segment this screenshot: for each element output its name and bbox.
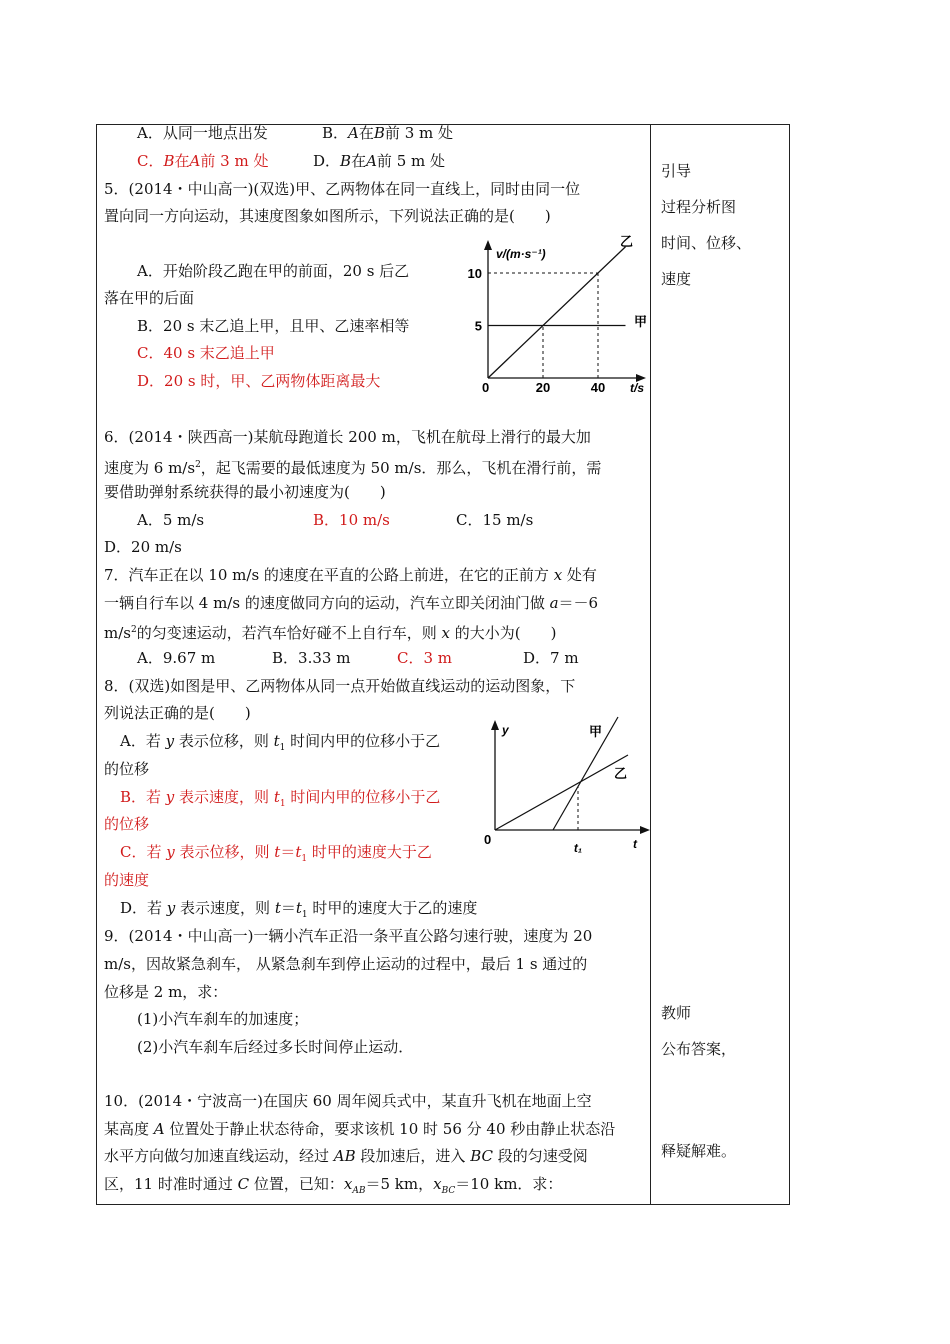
side-note-teacher: 教师 bbox=[661, 1004, 692, 1022]
q8-opt-b-2: 的位移 bbox=[104, 815, 150, 833]
q5-y-tick-10: 10 bbox=[467, 266, 482, 281]
q5-y-arrow bbox=[484, 240, 492, 250]
q8-series-label-yi: 乙 bbox=[614, 766, 628, 781]
q8-series-label-jia: 甲 bbox=[589, 724, 603, 739]
q4-opt-a: A．从同一地点出发 bbox=[137, 124, 268, 142]
q6-opt-d: D．20 m/s bbox=[104, 538, 182, 556]
q5-series-label-yi: 乙 bbox=[620, 234, 634, 249]
q8-opt-d: D．若 y 表示速度，则 $t=t_1$ 时甲的速度大于乙的速度 bbox=[120, 899, 478, 920]
q5-origin-label: 0 bbox=[482, 380, 490, 395]
q8-series-line-jia bbox=[553, 717, 618, 830]
q8-line-2: 列说法正确的是( ) bbox=[104, 704, 251, 722]
q7-line-3: $m/s^2$的匀变速运动，若汽车恰好碰不上自行车，则 x 的大小为( ) bbox=[104, 624, 557, 642]
q5-velocity-time-chart bbox=[468, 228, 648, 396]
column-divider bbox=[650, 124, 651, 1205]
side-note-velocity: 速度 bbox=[661, 270, 692, 288]
q5-opt-c: C．40 s 末乙追上甲 bbox=[137, 344, 275, 362]
q8-opt-a-2: 的位移 bbox=[104, 760, 150, 778]
q8-x-arrow bbox=[640, 826, 650, 834]
q8-motion-chart bbox=[478, 714, 650, 856]
q8-x-axis-label: t bbox=[633, 837, 637, 851]
q5-opt-d: D．20 s 时，甲、乙两物体距离最大 bbox=[137, 372, 381, 390]
q8-opt-c-2: 的速度 bbox=[104, 871, 150, 889]
q10-line-4: 区，11 时准时通过 C 位置，已知：$x_{AB}=5$ km，$x_{BC}=10$ km．求： bbox=[104, 1175, 563, 1196]
q10-line-1: 10．(2014・宁波高一)在国庆 60 周年阅兵式中，某直升飞机在地面上空 bbox=[104, 1092, 592, 1110]
q8-origin-label: 0 bbox=[484, 832, 492, 847]
q9-line-3: 位移是 2 m，求： bbox=[104, 983, 228, 1001]
q7-opt-c: C．3 m bbox=[397, 649, 453, 667]
q7-opt-a: A．9.67 m bbox=[137, 649, 216, 667]
q10-line-3: 水平方向做匀加速直线运动，经过 AB 段加速后，进入 BC 段的匀速受阅 bbox=[104, 1147, 588, 1165]
q4-opt-c: C．B在A前 3 m 处 bbox=[137, 152, 269, 170]
side-note-time-disp: 时间、位移、 bbox=[661, 234, 752, 252]
q5-opt-a-2: 落在甲的后面 bbox=[104, 289, 195, 307]
q10-line-2: 某高度 A 位置处于静止状态待命，要求该机 10 时 56 分 40 秒由静止状态沿 bbox=[104, 1120, 616, 1138]
side-note-process: 过程分析图 bbox=[661, 198, 737, 216]
q5-opt-a-1: A．开始阶段乙跑在甲的前面，20 s 后乙 bbox=[137, 262, 410, 280]
q9-line-1: 9．(2014・中山高一)一辆小汽车正沿一条平直公路匀速行驶，速度为 20 bbox=[104, 927, 593, 945]
q6-line-3: 要借助弹射系统获得的最小初速度为( ) bbox=[104, 483, 386, 501]
q8-x-tick-t1: t₁ bbox=[573, 841, 583, 855]
q9-sub-2: (2)小汽车刹车后经过多长时间停止运动． bbox=[137, 1038, 414, 1056]
q6-line-1: 6．(2014・陕西高一)某航母跑道长 200 m，飞机在航母上滑行的最大加 bbox=[104, 428, 591, 446]
q5-x-tick-20: 20 bbox=[535, 380, 551, 395]
q8-opt-b-1: B．若 y 表示速度，则 $t_1$ 时间内甲的位移小于乙 bbox=[120, 788, 441, 809]
q6-opt-c: C．15 m/s bbox=[456, 511, 534, 529]
side-note-answers: 公布答案， bbox=[661, 1040, 737, 1058]
q7-opt-d: D．7 m bbox=[523, 649, 579, 667]
q8-line-1: 8．(双选)如图是甲、乙两物体从同一点开始做直线运动的运动图象，下 bbox=[104, 677, 576, 695]
side-note-guide: 引导 bbox=[661, 162, 692, 180]
q5-x-axis-label: t/s bbox=[630, 381, 645, 395]
q5-y-tick-5: 5 bbox=[474, 318, 482, 334]
q7-line-2: 一辆自行车以 4 m/s 的速度做同方向的运动，汽车立即关闭油门做 a＝－6 bbox=[104, 594, 599, 612]
q8-y-arrow bbox=[491, 720, 499, 730]
q8-y-axis-label: y bbox=[502, 723, 509, 737]
q6-opt-b: B．10 m/s bbox=[313, 511, 390, 529]
q8-series-line-yi bbox=[495, 755, 628, 830]
q9-line-2: m/s，因故紧急刹车， 从紧急刹车到停止运动的过程中，最后 1 s 通过的 bbox=[104, 955, 588, 973]
q7-opt-b: B．3.33 m bbox=[272, 649, 351, 667]
q4-opt-d: D．B在A前 5 m 处 bbox=[313, 152, 445, 170]
q6-opt-a: A．5 m/s bbox=[137, 511, 205, 529]
q5-x-tick-40: 40 bbox=[590, 380, 606, 395]
q5-line-2: 置向同一方向运动，其速度图象如图所示，下列说法正确的是( ) bbox=[104, 207, 551, 225]
q5-line-1: 5．(2014・中山高一)(双选)甲、乙两物体在同一直线上，同时由同一位 bbox=[104, 180, 581, 198]
q6-line-2: 速度为 6 $m/s^2$，起飞需要的最低速度为 50 m/s．那么，飞机在滑行前，需 bbox=[104, 459, 602, 477]
q5-opt-b: B．20 s 末乙追上甲，且甲、乙速率相等 bbox=[137, 317, 410, 335]
side-note-resolve: 释疑解难。 bbox=[661, 1142, 737, 1160]
q8-opt-c-1: C．若 y 表示位移，则 $t=t_1$ 时甲的速度大于乙 bbox=[120, 843, 432, 864]
q9-sub-1: (1)小汽车刹车的加速度； bbox=[137, 1010, 309, 1028]
q8-opt-a-1: A．若 y 表示位移，则 $t_1$ 时间内甲的位移小于乙 bbox=[120, 732, 441, 753]
q7-line-1: 7．汽车正在以 10 m/s 的速度在平直的公路上前进，在它的正前方 x 处有 bbox=[104, 566, 597, 584]
q5-y-axis-label: v/(m·s⁻¹) bbox=[496, 247, 546, 261]
q5-series-label-jia: 甲 bbox=[634, 314, 648, 329]
q4-opt-b: B．A在B前 3 m 处 bbox=[322, 124, 453, 142]
q5-series-line-yi bbox=[488, 247, 626, 378]
